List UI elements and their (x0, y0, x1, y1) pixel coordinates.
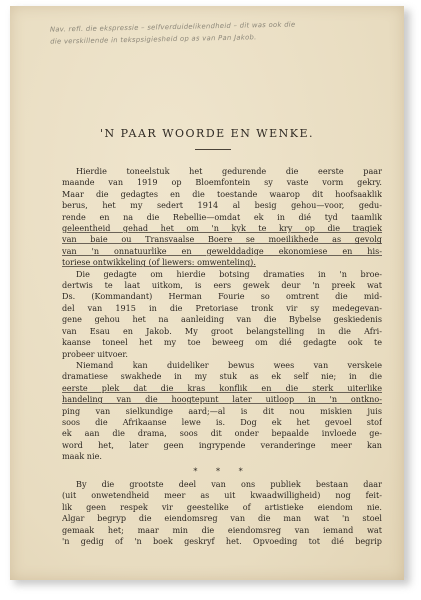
text-line: Maar die gedagtes en die toestande waarop dit hoofsaaklik (62, 188, 382, 199)
underlined-text-line: van 'n onnatuurlike en gewelddadige ekonomiese en his- (62, 245, 382, 256)
text-line: del van 1915 in die Pretoriase tronk vir sy medegevan- (62, 302, 382, 313)
underlined-text-line: handeling van die hoogtepunt later uitloop in 'n ontkno- (62, 394, 382, 405)
underlined-text-line: eerste plek dat die kras konflik en die sterk uiterlike (62, 382, 382, 393)
text-line: dertwis te laat uitkom, is eers gewek deur 'n preek wat (62, 280, 382, 291)
text-line: lik geen respek vir geestelike of artistieke eiendom nie. (62, 501, 382, 512)
text-line: ping van sielkundige aard;—al is dit nou miskien juis (62, 405, 382, 416)
text-line: 'n gedig of 'n boek geskryf het. Opvoeding tot dié begrip (62, 536, 382, 546)
text-line: probeer uitvoer. (62, 348, 128, 359)
paragraph-4 (62, 479, 382, 547)
text-line: gene gehou het na aanleiding van die Bybelse geskiedenis (62, 314, 382, 325)
paragraph-3 (62, 360, 382, 463)
text-line: berus, het my sedert 1914 al besig gehou—voor, gedu- (62, 200, 382, 211)
section-separator: * * * (193, 465, 251, 476)
text-line: word het, later geen ingrypende veranderinge meer kan (62, 439, 382, 450)
underlined-text-line: van baie ou Transvaalse Boere se moeilikhede as gevolg (62, 234, 382, 245)
text-line: Die gedagte om hierdie botsing dramaties in 'n broe- (76, 268, 382, 279)
underlined-text-line: geleentheid gehad het om 'n kyk te kry op die tragiek (62, 223, 382, 234)
document-page (10, 6, 404, 580)
handwritten-note-line: die verskillende in tekspsigiesheid op as van Pan Jakob. (50, 33, 257, 46)
underlined-text-line: toriese ontwikkeling (of liewers: omwenteling). (62, 257, 256, 268)
text-line: kaanse toneel het my toe beweeg om dié gedagte ook te (62, 337, 382, 348)
handwritten-note-line: Nav. refl. die ekspressie – selfverduidelikendheid – dit was ook die (49, 20, 296, 34)
text-line: van Esau en Jakob. My groot belangstelling in die Afri- (62, 325, 382, 336)
text-line: Hierdie toneelstuk het gedurende die eerste paar (76, 166, 382, 176)
text-line: dramatiese swakhede in my stuk as ek self nie; in die (62, 371, 382, 382)
text-line: rende en na die Rebellie—omdat ek in dié tyd taamlik (62, 211, 382, 222)
text-line: Algar begryp die eiendomsreg van die man wat 'n stoel (62, 513, 382, 524)
text-line: maak nie. (62, 451, 102, 462)
text-line: gemaak het; maar min die eiendomsreg van iemand wat (62, 524, 382, 535)
text-line: Niemand kan duideliker bewus wees van verskeie (76, 359, 382, 370)
paragraph-1 (62, 166, 382, 269)
text-line: soos die Afrikaanse lewe is. Dog ek het gevoel stof (62, 416, 382, 427)
paragraph-2 (62, 269, 382, 360)
text-line: By die grootste deel van ons publiek bestaan daar (76, 478, 382, 489)
title-rule (195, 149, 231, 150)
page-title: 'N PAAR WOORDE EN WENKE. (99, 127, 315, 140)
text-line: (uit onwetendheid meer as uit kwaadwilligheid) nog feit- (62, 490, 382, 501)
handwritten-note (50, 16, 395, 47)
text-line: Ds. (Kommandant) Herman Fourie so omtrent die mid- (62, 291, 382, 302)
text-line: maande van 1919 op Bloemfontein sy vaste vorm gekry. (62, 177, 382, 188)
body-text (62, 166, 382, 547)
text-line: ek aan die drama, soos dit onder bepaalde invloede ge- (62, 428, 382, 439)
